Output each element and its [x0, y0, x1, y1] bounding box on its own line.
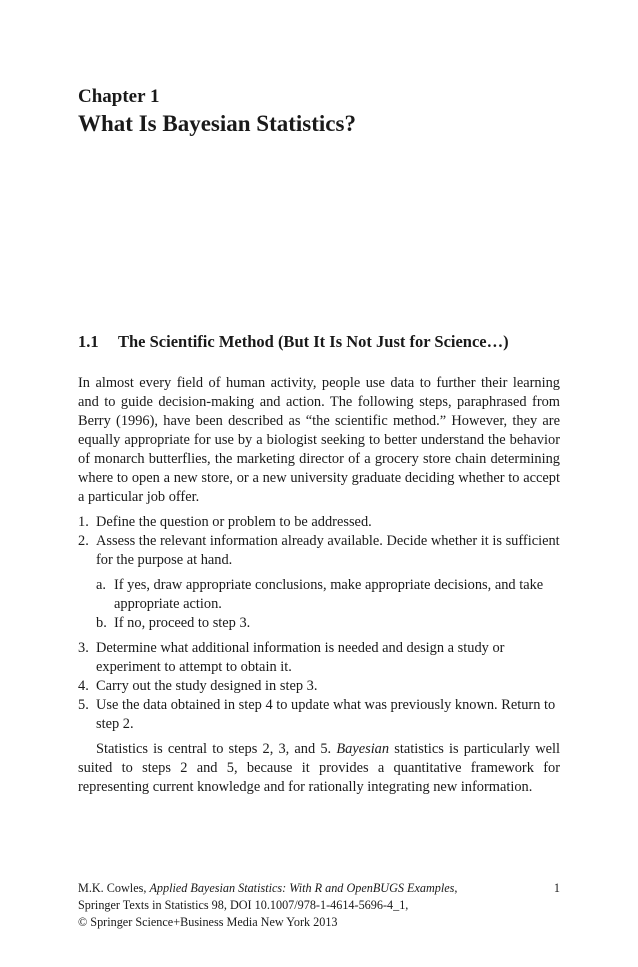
closing-text-before: Statistics is central to steps 2, 3, and 5.: [96, 741, 337, 757]
step-text: Define the question or problem to be addressed.: [96, 514, 372, 530]
list-item: [78, 513, 560, 532]
closing-text-after: statistics is particularly well suited to steps 2 and 5, because it provides a quantitative framework for representing current knowledge and for rationally integrating new information.: [78, 741, 560, 795]
list-item: [78, 677, 560, 696]
body-text: [78, 374, 560, 797]
step-text: Carry out the study designed in step 3.: [96, 678, 318, 694]
list-item: [78, 639, 560, 677]
step-number: 5.: [78, 697, 89, 713]
steps-list: [78, 513, 560, 570]
substep-letter: a.: [96, 577, 106, 593]
step-text: Determine what additional information is needed and design a study or experiment to attempt to obtain it.: [96, 640, 505, 675]
page-number: 1: [553, 881, 560, 895]
footer-book-title: Applied Bayesian Statistics: With R and OpenBUGS Examples: [149, 881, 455, 895]
step-number: 4.: [78, 678, 89, 694]
step-number: 3.: [78, 640, 89, 656]
footer-copyright-line: © Springer Science+Business Media New York 2013: [78, 915, 338, 929]
chapter-label: Chapter 1: [78, 86, 160, 107]
substeps-list: [78, 576, 560, 633]
list-item: [78, 532, 560, 570]
footer-author: M.K. Cowles,: [78, 881, 150, 895]
step-text: Assess the relevant information already available. Decide whether it is sufficient for the purpose at hand.: [96, 533, 560, 568]
list-item: [78, 696, 560, 734]
list-item: [96, 576, 560, 614]
section-number: 1.1: [78, 332, 99, 351]
substep-text: If no, proceed to step 3.: [114, 615, 251, 631]
list-item: [96, 614, 560, 633]
closing-emphasis: Bayesian: [336, 741, 390, 757]
step-text: Use the data obtained in step 4 to update what was previously known. Return to step 2.: [96, 697, 556, 732]
step-number: 1.: [78, 514, 89, 530]
substep-letter: b.: [96, 615, 107, 631]
intro-paragraph: In almost every field of human activity, people use data to further their learning and to guide decision-making and action. The following steps, paraphrased from Berry (1996), have been described as “the scientific method.” However, they are equally appropriate for use by a biologist seeking to better understand the behavior of monarch butterflies, the marketing director of a grocery store chain determining where to open a new store, or a new university graduate deciding whether to accept a particular job offer.: [78, 375, 560, 505]
footer-citation-line: [78, 880, 560, 897]
closing-paragraph: [78, 740, 560, 797]
section-title: The Scientific Method (But It Is Not Just for Science…): [118, 332, 509, 351]
footer-comma: ,: [454, 881, 458, 895]
substep-text: If yes, draw appropriate conclusions, make appropriate decisions, and take appropriate action.: [114, 577, 544, 612]
section-heading: [78, 332, 509, 352]
steps-list-continued: [78, 639, 560, 734]
footer: [78, 880, 560, 931]
chapter-title: What Is Bayesian Statistics?: [78, 111, 356, 136]
footer-series-line: Springer Texts in Statistics 98, DOI 10.1007/978-1-4614-5696-4_1,: [78, 898, 409, 912]
step-number: 2.: [78, 533, 89, 549]
